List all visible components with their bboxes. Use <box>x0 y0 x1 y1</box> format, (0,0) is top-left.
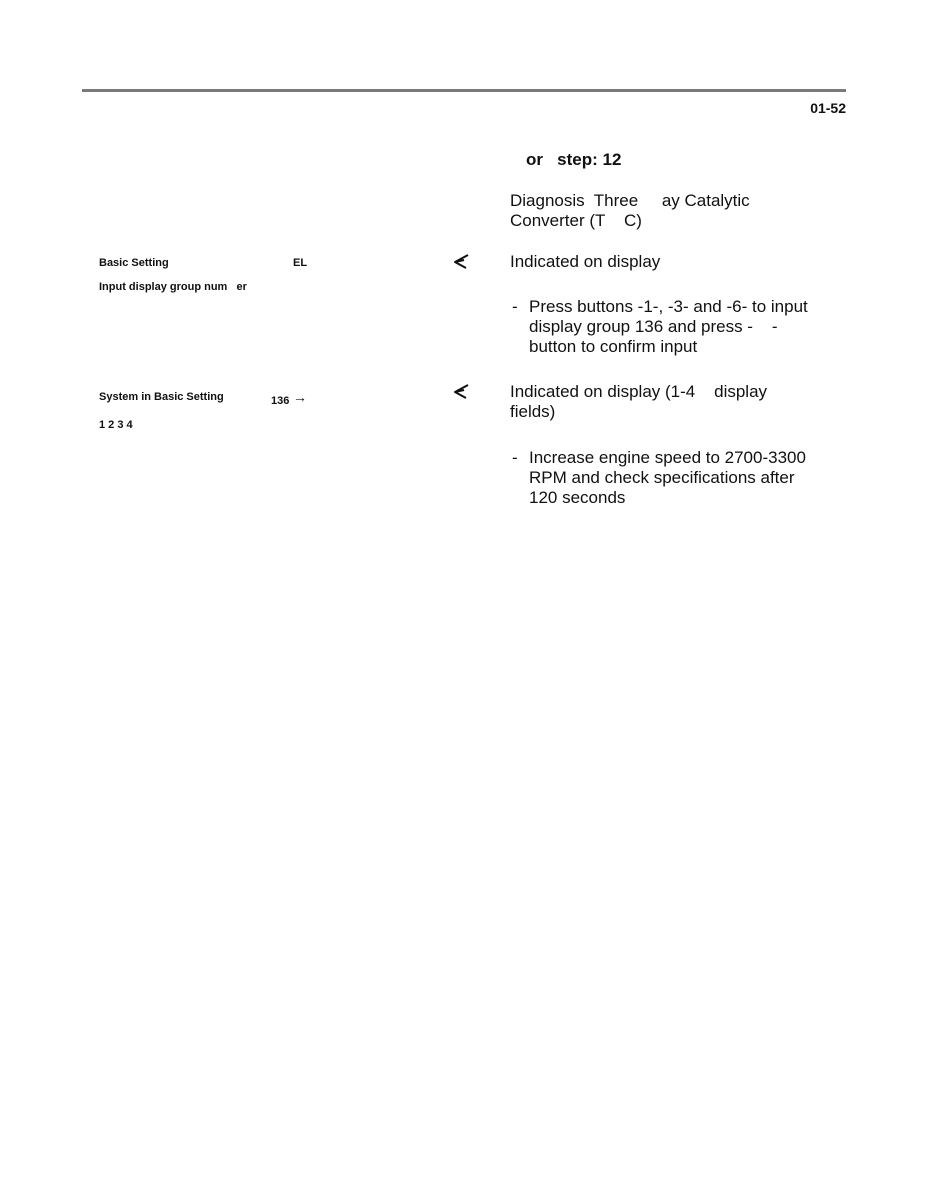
step2-instruction-2: RPM and check specifications after <box>529 468 795 487</box>
section-heading: or step: 12 <box>526 150 622 169</box>
hand-pointer-icon <box>453 253 469 269</box>
step2-instruction-1: Increase engine speed to 2700-3300 <box>529 448 806 467</box>
right-arrow-icon: → <box>293 389 307 405</box>
step2-instruction-3: 120 seconds <box>529 488 626 507</box>
hand-pointer-icon <box>453 383 469 399</box>
display1-line1-left: Basic Setting <box>99 257 169 269</box>
header-rule <box>82 89 846 92</box>
step1-dash: - <box>512 297 518 316</box>
display2-line1-value: 136 <box>271 395 290 407</box>
step1-instruction-3: button to confirm input <box>529 337 698 356</box>
display1-line2: Input display group num er <box>99 281 247 293</box>
step2-indicator-2: fields) <box>510 402 556 421</box>
display2-line1-left: System in Basic Setting <box>99 391 224 403</box>
step2-dash: - <box>512 448 518 467</box>
step1-indicator: Indicated on display <box>510 252 661 271</box>
intro-line-2: Converter (T C) <box>510 211 642 230</box>
display1-line1-right: EL <box>293 257 308 269</box>
step1-instruction-2: display group 136 and press - - <box>529 317 778 336</box>
page-number: 01-52 <box>810 100 846 116</box>
step1-instruction-1: Press buttons -1-, -3- and -6- to input <box>529 297 808 316</box>
step2-indicator-1: Indicated on display (1-4 display <box>510 382 768 401</box>
display2-line2: 1 2 3 4 <box>99 419 133 431</box>
intro-line-1: Diagnosis Three ay Catalytic <box>510 191 750 210</box>
